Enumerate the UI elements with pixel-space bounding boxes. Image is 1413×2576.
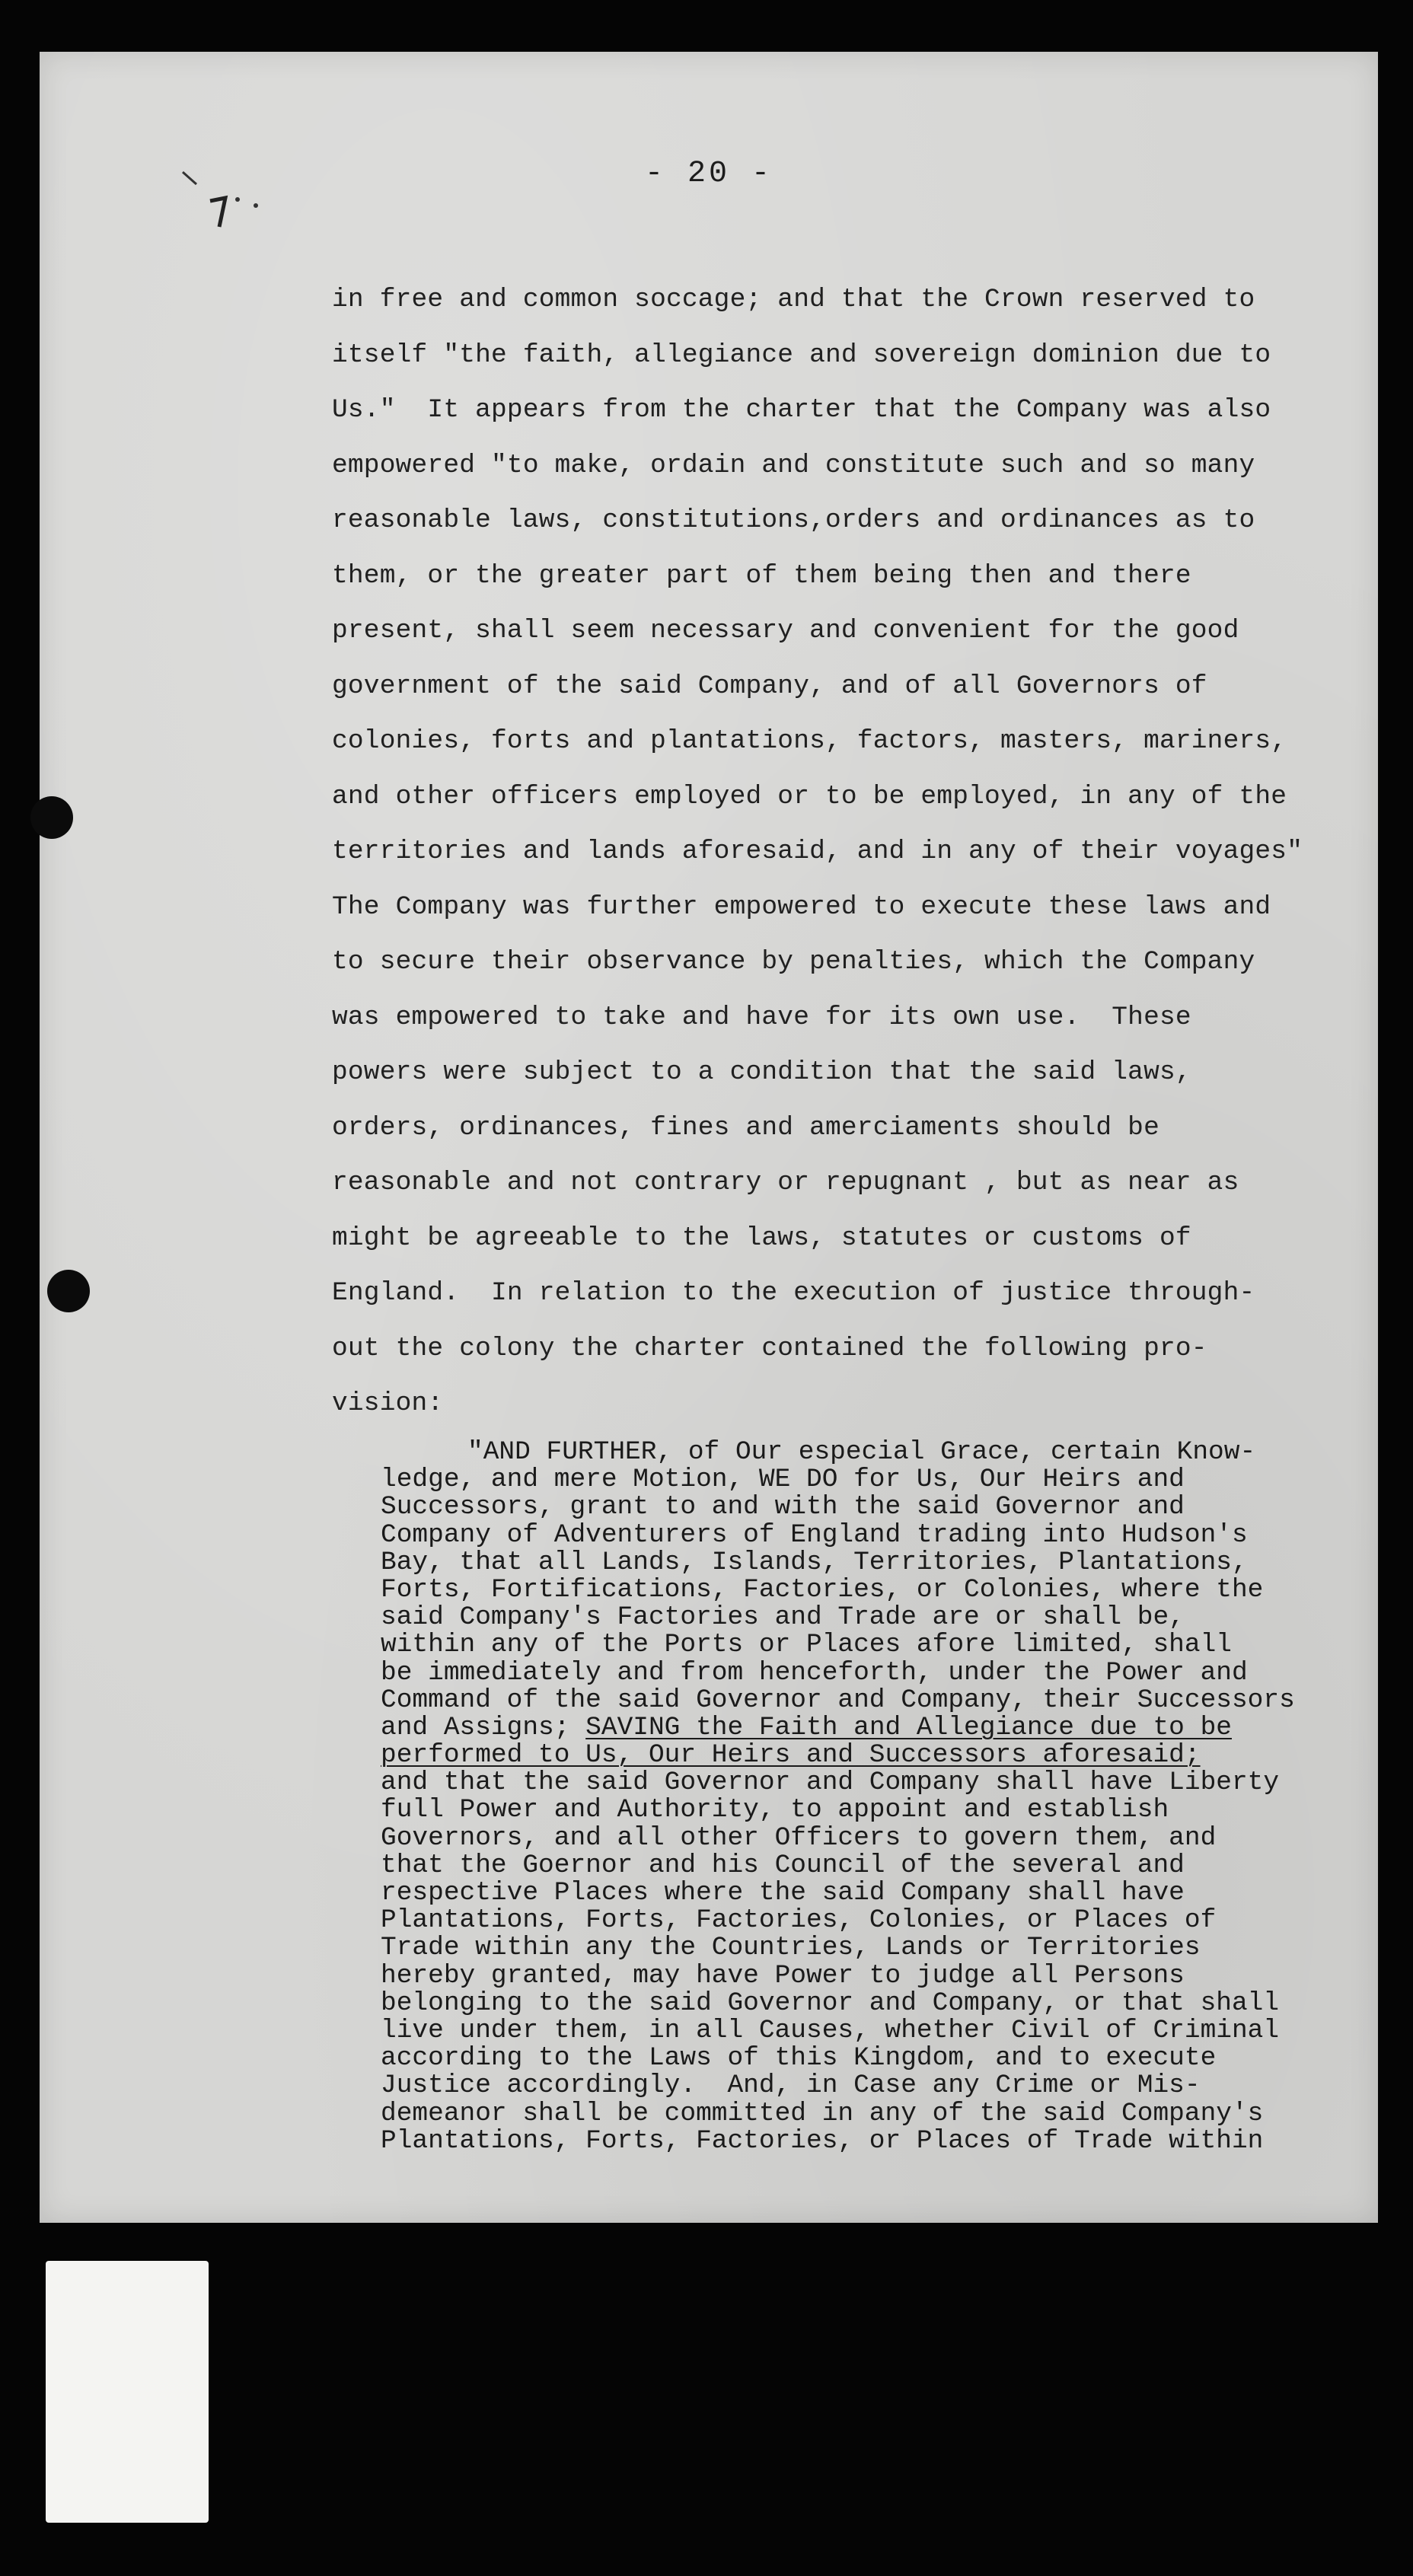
quote-line: "AND FURTHER, of Our especial Grace, certain Know- xyxy=(467,1437,1256,1467)
text-line: territories and lands aforesaid, and in any of their voyages" xyxy=(332,837,1303,866)
text-line: in free and common soccage; and that the Crown reserved to xyxy=(332,285,1255,314)
text-line: orders, ordinances, fines and amerciaments should be xyxy=(332,1112,1159,1143)
body-paragraph xyxy=(332,273,1383,1432)
text-line: was empowered to take and have for its own use. These xyxy=(332,1002,1191,1032)
quote-line: full Power and Authority, to appoint and establish xyxy=(381,1795,1169,1825)
quote-line: hereby granted, may have Power to judge all Persons xyxy=(381,1960,1185,1991)
quote-line: said Company's Factories and Trade are or shall be, xyxy=(381,1602,1185,1633)
text-line: them, or the greater part of them being then and there xyxy=(332,560,1191,591)
blank-label-tag xyxy=(46,2261,209,2523)
quote-line: Forts, Fortifications, Factories, or Colonies, where the xyxy=(381,1574,1264,1605)
quote-line: and that the said Governor and Company shall have Liberty xyxy=(381,1768,1280,1798)
quote-line-segment: and Assigns; xyxy=(381,1712,586,1742)
text-line: out the colony the charter contained the following pro- xyxy=(332,1333,1207,1363)
binder-punch-hole xyxy=(30,796,73,839)
text-line: The Company was further empowered to execute these laws and xyxy=(332,891,1271,922)
text-line: reasonable laws, constitutions,orders and ordinances as to xyxy=(332,505,1255,535)
quote-line: that the Goernor and his Council of the several and xyxy=(381,1850,1185,1880)
text-line: vision: xyxy=(332,1388,444,1418)
underlined-phrase: SAVING the Faith and Allegiance due to be xyxy=(585,1712,1232,1742)
quote-line: Trade within any the Countries, Lands or Territories xyxy=(381,1933,1201,1963)
document-page xyxy=(40,52,1378,2223)
text-line: and other officers employed or to be employed, in any of the xyxy=(332,781,1287,811)
quote-line: Successors, grant to and with the said Governor and xyxy=(381,1492,1185,1522)
quote-line: Plantations, Forts, Factories, or Places of Trade within xyxy=(381,2125,1264,2156)
quote-line xyxy=(381,1714,1386,1742)
quote-line: Command of the said Governor and Company, their Successors xyxy=(381,1685,1295,1715)
quote-line: according to the Laws of this Kingdom, and to execute xyxy=(381,2043,1217,2074)
quote-line: demeanor shall be committed in any of the said Company's xyxy=(381,2098,1264,2128)
text-line: might be agreeable to the laws, statutes or customs of xyxy=(332,1223,1191,1253)
quote-line: respective Places where the said Company shall have xyxy=(381,1878,1185,1908)
quote-line: within any of the Ports or Places afore limited, shall xyxy=(381,1630,1232,1660)
quote-line: Plantations, Forts, Factories, Colonies, or Places of xyxy=(381,1905,1217,1936)
block-quote xyxy=(381,1439,1386,2155)
text-line: England. In relation to the execution of justice through- xyxy=(332,1278,1255,1308)
page-number: - 20 - xyxy=(644,157,773,191)
quote-line: Governors, and all other Officers to govern them, and xyxy=(381,1822,1217,1853)
quote-line: ledge, and mere Motion, WE DO for Us, Our Heirs and xyxy=(381,1465,1185,1495)
text-line: Us." It appears from the charter that the Company was also xyxy=(332,395,1271,425)
quote-line xyxy=(381,1742,1386,1769)
quote-line: Justice accordingly. And, in Case any Crime or Mis- xyxy=(381,2071,1201,2101)
text-line: present, shall seem necessary and convenient for the good xyxy=(332,616,1239,646)
text-line: colonies, forts and plantations, factors, masters, mariners, xyxy=(332,726,1287,756)
text-line: empowered "to make, ordain and constitute such and so many xyxy=(332,450,1255,480)
text-line: powers were subject to a condition that the said laws, xyxy=(332,1057,1191,1087)
quote-line: Company of Adventurers of England trading into Hudson's xyxy=(381,1519,1248,1550)
binder-punch-hole xyxy=(47,1270,90,1312)
quote-line: belonging to the said Governor and Company, or that shall xyxy=(381,1988,1280,2018)
text-line: to secure their observance by penalties, which the Company xyxy=(332,947,1255,977)
text-line: reasonable and not contrary or repugnant , but as near as xyxy=(332,1168,1239,1197)
quote-line: be immediately and from henceforth, under the Power and xyxy=(381,1657,1248,1688)
underlined-phrase: performed to Us, Our Heirs and Successors aforesaid; xyxy=(381,1740,1201,1771)
quote-line: Bay, that all Lands, Islands, Territories, Plantations, xyxy=(381,1547,1248,1577)
text-line: government of the said Company, and of all Governors of xyxy=(332,671,1207,701)
text-line: itself "the faith, allegiance and sovereign dominion due to xyxy=(332,340,1271,370)
quote-line: live under them, in all Causes, whether Civil of Criminal xyxy=(381,2015,1280,2045)
